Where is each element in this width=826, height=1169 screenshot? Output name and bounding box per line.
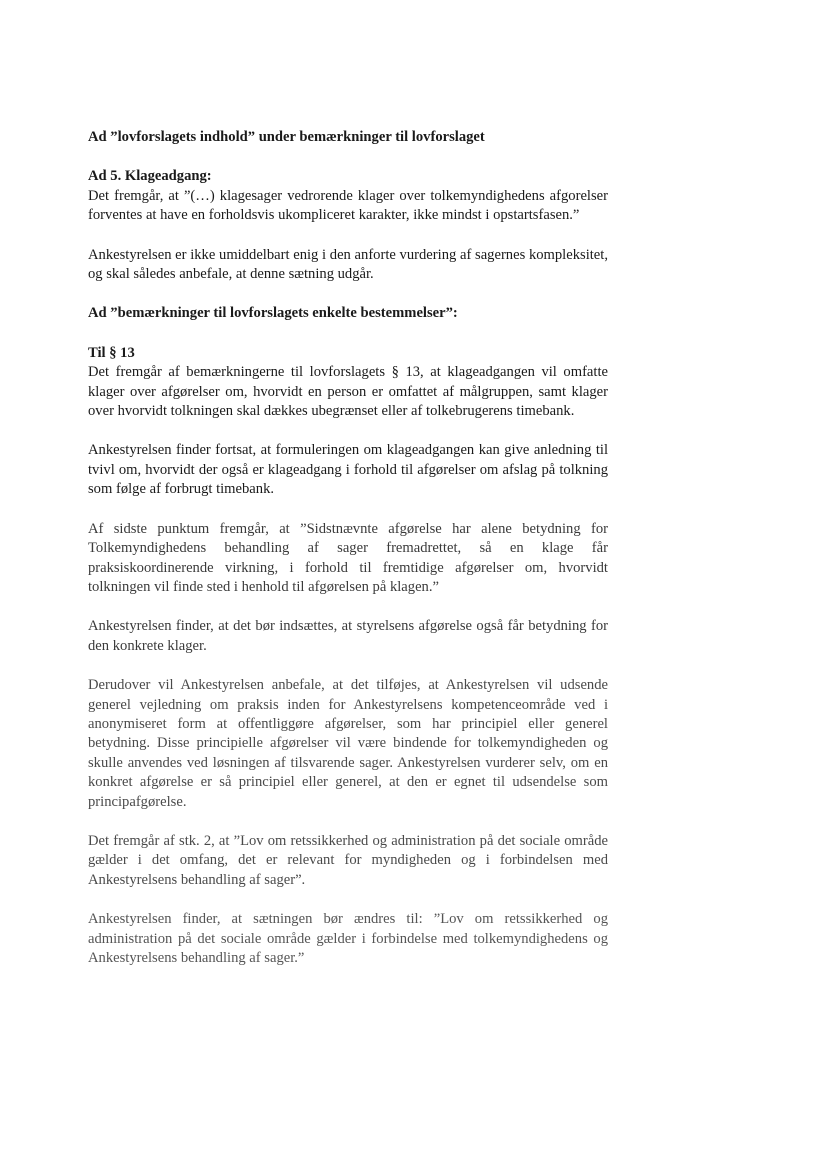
paragraph-13-doubt: Ankestyrelsen finder fortsat, at formuleringen om klageadgangen kan give anledning til tvivl om, hvorvidt der også er klageadgang i forhold til afgørelser om afslag på tolkning som følge af forbrugt timebank. (88, 442, 608, 498)
paragraph-13-last-sentence: Af sidste punktum fremgår, at ”Sidstnævnte afgørelse har alene betydning for Tolkemyndighedens behandling af sager fremadrettet, så en klage får praksiskoordinerende virkning, i forhold til fremtidige afgørelser om, hvorvidt tolkningen vil finde sted i henhold til afgørelsen på klagen.” (88, 520, 608, 595)
heading-klageadgang: Ad 5. Klageadgang: (88, 168, 212, 185)
paragraph-klage-quote: Det fremgår, at ”(…) klagesager vedrorende klager over tolkemyndighedens afgorelser forventes at have en forholdsvis ukompliceret karakter, ikke mindst i opstartsfasen.” (88, 187, 608, 224)
paragraph-klage-assessment: Ankestyrelsen er ikke umiddelbart enig i den anforte vurdering af sagernes kompleksitet, og skal således anbefale, at denne sætning udgår. (88, 246, 608, 283)
paragraph-13-recommendation: Ankestyrelsen finder, at sætningen bør ændres til: ”Lov om retssikkerhed og administration på det sociale område gælder i forbindelse med tolkemyndighedens og Ankestyrelsens behandling af sager.” (88, 911, 608, 966)
paragraph-13-guidance: Derudover vil Ankestyrelsen anbefale, at det tilføjes, at Ankestyrelsen vil udsende generel vejledning om praksis inden for Ankestyrelsens kompetenceområde ved i anonymiseret form at offentliggøre afgørelser, som har principiel eller generel betydning. Disse principielle afgørelser vil være bindende for tolkemyndigheden og skulle anvendes ved løsningen af tilsvarende sager. Ankestyrelsen vurderer selv, om en konkret afgørelse er så principiel eller generel, at den er egnet til udsendelse som principafgørelse. (88, 677, 608, 810)
heading-til-13: Til § 13 (88, 344, 135, 361)
heading-bemaerkninger: Ad ”bemærkninger til lovforslagets enkelte bestemmelser”: (88, 305, 458, 322)
document-page (88, 128, 608, 968)
paragraph-13-concrete-complainant: Ankestyrelsen finder, at det bør indsættes, at styrelsens afgørelse også får betydning for den konkrete klager. (88, 618, 608, 654)
paragraph-13-scope: Det fremgår af bemærkningerne til lovforslagets § 13, at klageadgangen vil omfatte klager over afgørelser om, hvorvidt en person er omfattet af målgruppen, samt klager over hvorvidt tolkningen skal dækkes ubegrænset eller af tolkebrugerens timebank. (88, 364, 608, 420)
heading-main: Ad ”lovforslagets indhold” under bemærkninger til lovforslaget (88, 129, 485, 145)
paragraph-13-stk2: Det fremgår af stk. 2, at ”Lov om retssikkerhed og administration på det sociale område gælder i det omfang, det er relevant for myndigheden og i forbindelsen med Ankestyrelsens behandling af sager”. (88, 832, 608, 888)
